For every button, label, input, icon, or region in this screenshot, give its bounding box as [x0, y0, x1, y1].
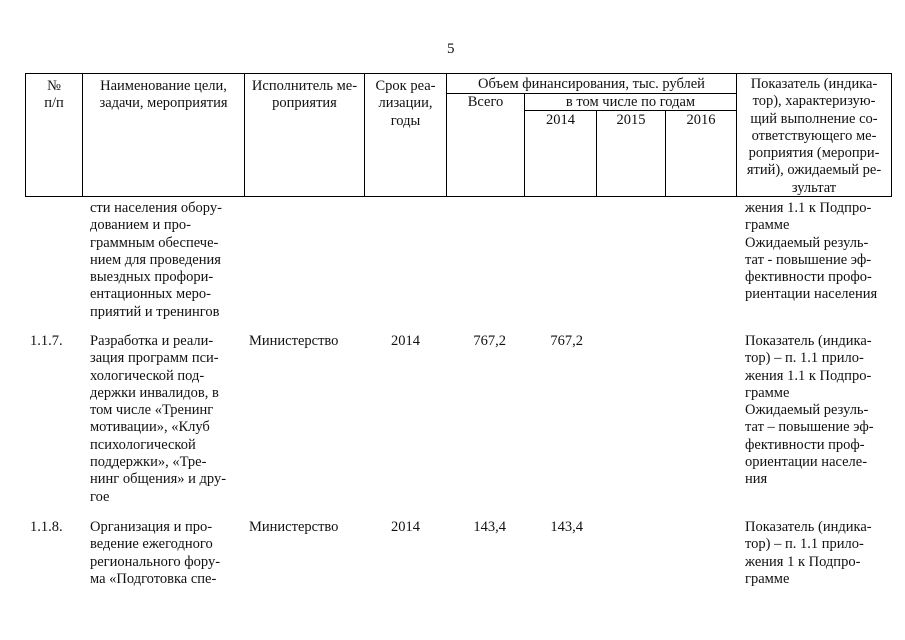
row-term: 2014: [391, 519, 420, 535]
row-indicator: Показатель (индика- тор) – п. 1.1 прило- жения 1 к Подпро- грамме: [745, 519, 872, 587]
header-year-2016: 2016: [686, 112, 716, 128]
row-name: Разработка и реали- зация программ пси- хологической под- держки инвалидов, в том числе «Тренинг мотивации», «Клуб психологической поддержки», «Тре- нинг общения» и дру- гое: [90, 333, 227, 505]
header-col-by-year: в том числе по годам: [565, 94, 696, 110]
row-total: 767,2: [473, 333, 506, 349]
row-indicator: Показатель (индика- тор) – п. 1.1 прило- жения 1.1 к Подпро- грамме Ожидаемый резуль- тат – повышение эф- фективности проф- ориентации населе- ния: [745, 333, 874, 488]
row-executor: Министерство: [249, 333, 339, 349]
header-year-2014: 2014: [546, 112, 575, 128]
row-number: 1.1.8.: [30, 519, 63, 535]
col-border-right: [891, 73, 892, 197]
header-year-2015: 2015: [616, 112, 646, 128]
header-col-executor: Исполнитель ме- роприятия: [251, 78, 358, 112]
row-2014: 143,4: [550, 519, 583, 535]
row-term: 2014: [391, 333, 420, 349]
row-number: 1.1.7.: [30, 333, 63, 349]
header-top-border: [25, 73, 892, 74]
continuation-indicator: жения 1.1 к Подпро- грамме Ожидаемый резуль- тат - повышение эф- фективности профо- риентации населения: [745, 200, 878, 303]
header-col-indicator: Показатель (индика- тор), характеризую- щий выполнение со- ответствующего ме- роприятия (меропри- ятий), ожидаемый ре- зультат: [746, 76, 882, 196]
continuation-name: сти населения обору- дованием и про- граммным обеспече- нием для проведения выездных профори- ентационных меро- приятий и тренингов: [90, 200, 222, 320]
row-total: 143,4: [473, 519, 506, 535]
row-name: Организация и про- ведение ежегодного регионального фору- ма «Подготовка спе-: [90, 519, 221, 587]
row-2014: 767,2: [550, 333, 583, 349]
header-col-number: № п/п: [44, 78, 64, 112]
header-col-total: Всего: [467, 94, 504, 110]
header-col-name: Наименование цели, задачи, мероприятия: [99, 78, 228, 112]
row-executor: Министерство: [249, 519, 339, 535]
header-col-financing: Объем финансирования, тыс. рублей: [478, 76, 705, 92]
header-col-term: Срок реа- лизации, годы: [375, 78, 436, 129]
page-number: 5: [447, 41, 455, 57]
